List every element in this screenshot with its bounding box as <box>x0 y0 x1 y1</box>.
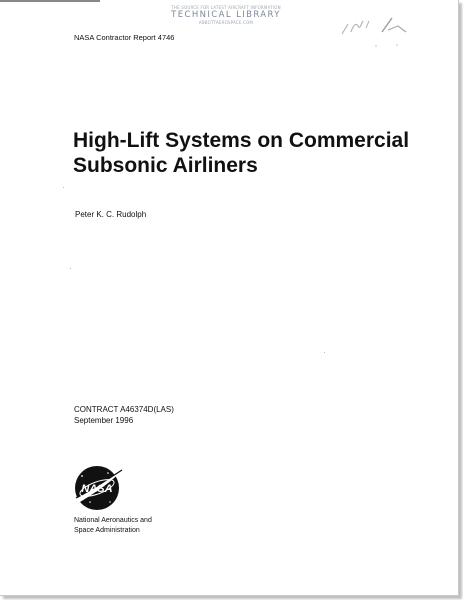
document-title <box>73 128 409 178</box>
scan-speck <box>63 187 64 188</box>
agency-line-1: National Aeronautics and <box>74 517 152 524</box>
report-number: NASA Contractor Report 4746 <box>74 33 175 42</box>
watermark-title: TECHNICAL LIBRARY <box>171 10 281 20</box>
nasa-logo-icon <box>70 462 128 512</box>
nasa-logo-text: NASA <box>81 483 113 495</box>
scan-speck <box>70 268 71 269</box>
watermark-site: ABBOTTAEROSPACE.COM <box>198 20 254 25</box>
watermark-tagline: THE SOURCE FOR LATEST AIRCRAFT INFORMATION <box>171 5 281 10</box>
publication-date: September 1996 <box>74 416 134 425</box>
scan-speck <box>324 352 325 353</box>
technical-library-watermark <box>162 5 290 25</box>
agency-name <box>74 516 152 536</box>
contract-number: CONTRACT A46374D(LAS) <box>74 405 174 414</box>
title-line-1: High-Lift Systems on Commercial <box>73 129 410 152</box>
handwritten-annotation <box>336 12 416 52</box>
title-line-2: Subsonic Airliners <box>73 154 258 177</box>
agency-line-2: Space Administration <box>74 527 140 534</box>
scan-edge-mark <box>0 0 100 2</box>
author-name: Peter K. C. Rudolph <box>75 210 147 219</box>
